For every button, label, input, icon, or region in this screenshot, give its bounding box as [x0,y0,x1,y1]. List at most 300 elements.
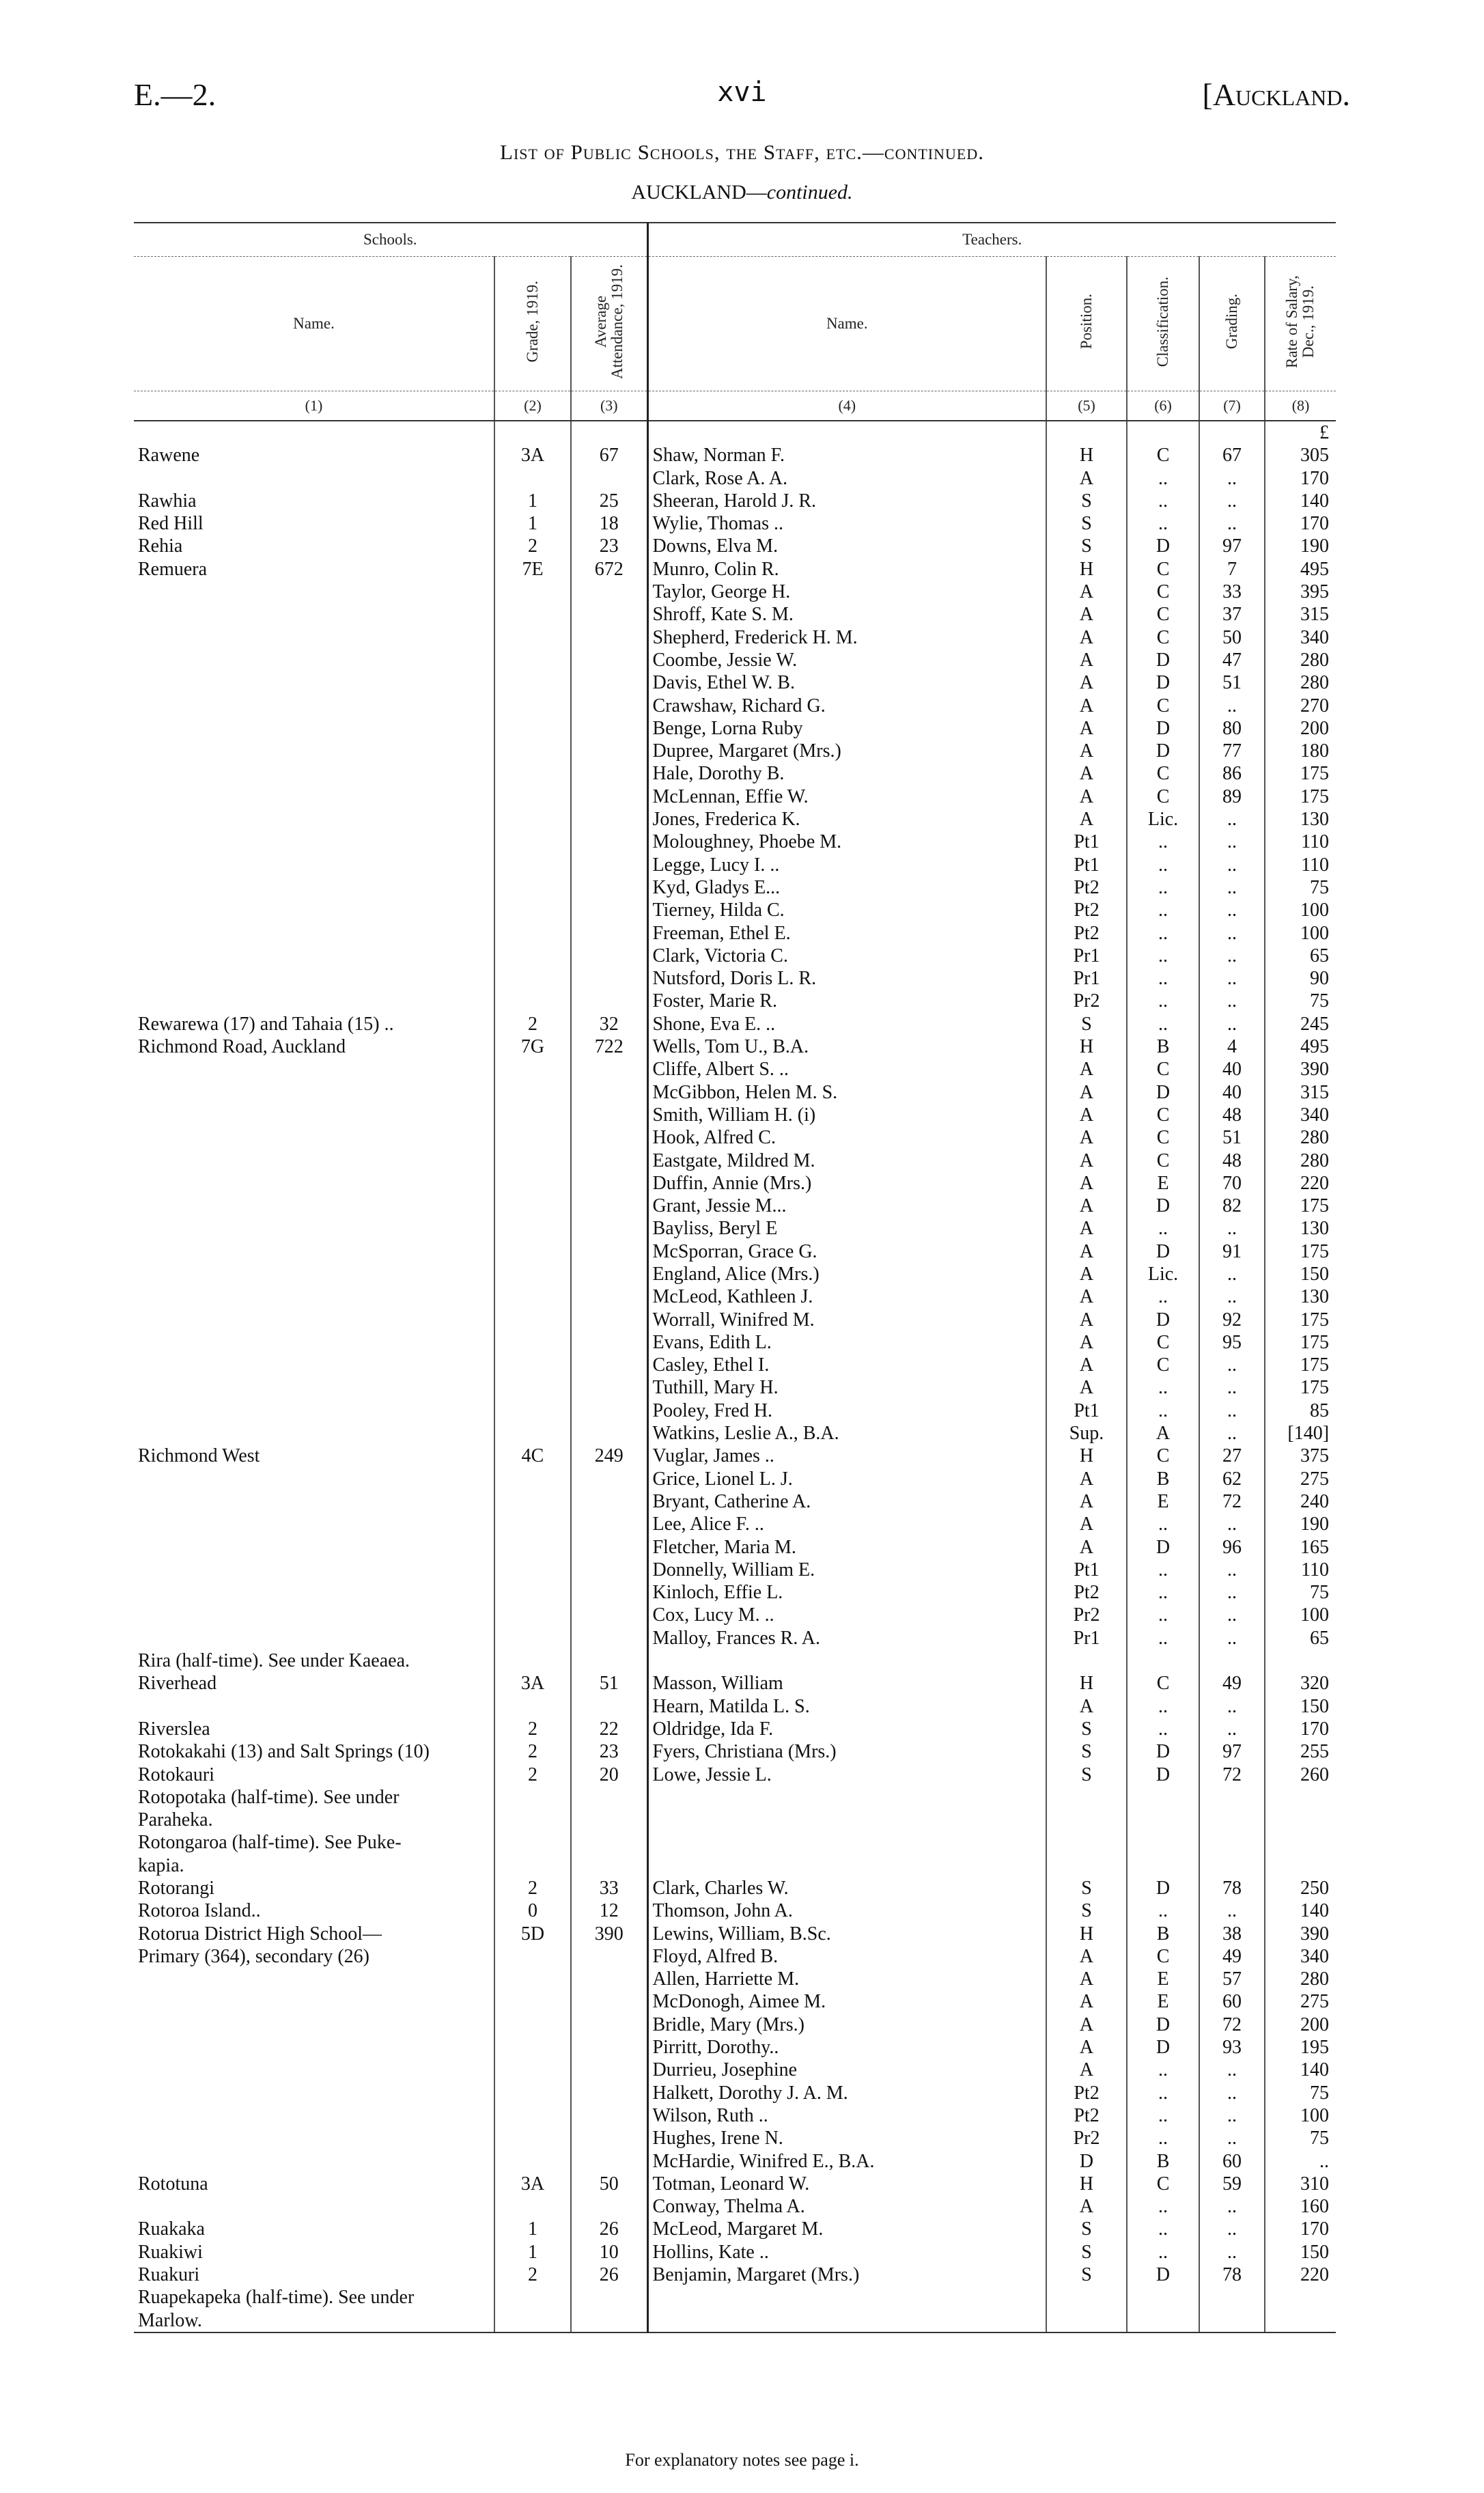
teacher-name-cell: Wylie, Thomas .. [647,512,1046,535]
salary-cell: 75 [1310,990,1330,1012]
classification-cell: D [1127,1740,1199,1763]
school-name-cell [134,899,494,921]
salary-cell: 175 [1300,1377,1330,1399]
table-row [134,945,1336,967]
salary-cell: 150 [1300,1263,1330,1285]
salary-cell: 75 [1310,876,1330,898]
grade-cell: 7E [494,558,571,581]
teacher-name-cell: Worrall, Winifred M. [647,1309,1046,1331]
grade-cell [494,1172,571,1195]
position-cell: D [1046,2150,1127,2173]
table-row [134,1877,1336,1899]
grade-cell [494,1309,571,1331]
table-row [134,1649,1336,1672]
grade-cell [494,2150,571,2173]
table-row [134,1718,1336,1740]
school-name-cell [134,2195,494,2218]
teacher-name-cell: McHardie, Winifred E., B.A. [647,2150,1046,2173]
table-row [134,876,1336,899]
table-row [134,1604,1336,1626]
teacher-name-cell: McGibbon, Helen M. S. [647,1081,1046,1104]
school-name-cell [134,1604,494,1626]
school-name-cell [134,1240,494,1263]
classification-cell: C [1127,762,1199,785]
table-row [134,1104,1336,1126]
attendance-cell [571,2286,647,2309]
footer-note: For explanatory notes see page i. [625,2450,859,2470]
grading-cell: 89 [1199,785,1265,808]
grade-cell [494,2195,571,2218]
salary-cell: 310 [1300,2173,1330,2195]
salary-cell: 175 [1300,1331,1330,1353]
table-row [134,1422,1336,1445]
salary-cell: 255 [1300,1741,1330,1763]
grade-cell: 4C [494,1445,571,1467]
table-row [134,2173,1336,2195]
col-grade [494,257,571,391]
classification-cell: C [1127,603,1199,626]
grade-cell [494,831,571,853]
classification-cell: E [1127,1990,1199,2013]
attendance-cell [571,1604,647,1626]
salary-cell: 220 [1300,1172,1330,1194]
grading-cell: 78 [1199,1877,1265,1899]
attendance-cell [571,1217,647,1240]
table-row [134,2195,1336,2218]
salary-cell: 110 [1301,854,1330,876]
salary-cell: 275 [1300,1468,1330,1490]
attendance-cell [571,1285,647,1308]
table-row [134,1172,1336,1195]
salary-cell: 340 [1300,1945,1330,1967]
grading-cell: 62 [1199,1468,1265,1490]
school-name-cell: Rotongaroa (half-time). See Puke- [134,1831,494,1854]
grading-cell [1199,1786,1265,1809]
table-row [134,1786,1336,1809]
position-cell: S [1046,1764,1127,1786]
attendance-cell [571,467,647,490]
classification-cell [1127,1649,1199,1672]
position-cell: A [1046,1513,1127,1535]
attendance-cell: 672 [571,558,647,581]
classification-cell: .. [1127,854,1199,876]
attendance-cell [571,990,647,1012]
grade-cell [494,1376,571,1399]
teacher-name-cell: Halkett, Dorothy J. A. M. [647,2082,1046,2104]
grade-cell [494,1945,571,1968]
position-cell [1046,2309,1127,2332]
position-cell: Sup. [1046,1422,1127,1445]
table-row [134,1968,1336,1990]
grade-cell [494,2014,571,2036]
table-row [134,695,1336,717]
position-cell: Pr1 [1046,1627,1127,1649]
grade-cell: 2 [494,1877,571,1899]
salary-cell: 160 [1300,2196,1330,2218]
table-row [134,831,1336,853]
position-cell [1046,1649,1127,1672]
subtitle-main: AUCKLAND— [631,181,767,204]
position-cell: Pr1 [1046,967,1127,990]
col-number: (3) [571,391,647,421]
position-cell: S [1046,512,1127,535]
attendance-cell [571,695,647,717]
table-row [134,1990,1336,2013]
school-name-cell [134,1126,494,1149]
teacher-name-cell: Foster, Marie R. [647,990,1046,1012]
table-row [134,1831,1336,1854]
position-cell: H [1046,1923,1127,1945]
grade-cell [494,808,571,831]
table-row [134,922,1336,945]
teacher-name-cell: Davis, Ethel W. B. [647,671,1046,694]
grading-cell: .. [1199,1718,1265,1740]
classification-cell: C [1127,444,1199,466]
grading-cell: .. [1199,2059,1265,2081]
school-name-cell: Rawene [134,444,494,466]
grade-cell [494,1649,571,1672]
position-cell: A [1046,2014,1127,2036]
classification-cell: .. [1127,945,1199,967]
grade-cell [494,717,571,740]
position-cell: Pt2 [1046,1581,1127,1604]
teacher-name-cell: Tierney, Hilda C. [647,899,1046,921]
attendance-cell [571,2059,647,2081]
attendance-cell [571,1786,647,1809]
school-name-cell [134,2127,494,2149]
attendance-cell [571,1081,647,1104]
table-row [134,2104,1336,2127]
table-row [134,1854,1336,1877]
currency-symbol: £ [1319,422,1330,443]
teacher-name-cell: Oldridge, Ida F. [647,1718,1046,1740]
salary-cell: 495 [1300,1036,1330,1058]
table-row [134,967,1336,990]
attendance-cell [571,808,647,831]
position-cell: Pr1 [1046,945,1127,967]
position-cell: A [1046,1263,1127,1285]
classification-cell: D [1127,2264,1199,2286]
grading-cell: .. [1199,1899,1265,1922]
table-row [134,535,1336,557]
grading-cell: .. [1199,1263,1265,1285]
grade-cell [494,1604,571,1626]
attendance-cell [571,967,647,990]
attendance-cell [571,1309,647,1331]
grade-cell [494,1627,571,1649]
grading-cell: 72 [1199,1490,1265,1513]
col-teacher-name: Name. [647,257,1046,391]
school-name-cell [134,1468,494,1490]
salary-cell: 280 [1300,672,1330,694]
salary-cell: 165 [1300,1536,1330,1558]
table-row [134,1764,1336,1786]
school-name-cell [134,2104,494,2127]
teacher-name-cell [647,1786,1046,1809]
salary-cell: 170 [1300,2218,1330,2240]
page-subtitle [0,181,1484,204]
grading-cell: .. [1199,1399,1265,1422]
attendance-cell [571,876,647,899]
table-row [134,2241,1336,2264]
salary-cell: 495 [1300,558,1330,580]
teacher-name-cell: McDonogh, Aimee M. [647,1990,1046,2013]
grade-cell [494,603,571,626]
attendance-cell [571,1263,647,1285]
grading-cell: .. [1199,2218,1265,2240]
teacher-name-cell: Fyers, Christiana (Mrs.) [647,1740,1046,1763]
grade-cell [494,1126,571,1149]
grading-cell [1199,1649,1265,1672]
school-name-cell [134,990,494,1012]
position-cell: A [1046,1968,1127,1990]
position-cell: S [1046,490,1127,512]
attendance-cell: 23 [571,535,647,557]
salary-cell: 85 [1310,1399,1330,1421]
position-cell: A [1046,1195,1127,1217]
teacher-name-cell: Shepherd, Frederick H. M. [647,626,1046,649]
teacher-name-cell: Casley, Ethel I. [647,1354,1046,1376]
salary-cell: 240 [1300,1490,1330,1512]
classification-cell: D [1127,535,1199,557]
position-cell: A [1046,1285,1127,1308]
teacher-name-cell: Bryant, Catherine A. [647,1490,1046,1513]
teacher-name-cell: Thomson, John A. [647,1899,1046,1922]
table-row [134,467,1336,490]
teacher-name-cell: Bayliss, Beryl E [647,1217,1046,1240]
grading-cell: 49 [1199,1945,1265,1968]
school-name-cell [134,717,494,740]
col-attendance [571,257,647,391]
teacher-name-cell [647,1649,1046,1672]
teacher-name-cell: Legge, Lucy I. .. [647,854,1046,876]
grading-cell: .. [1199,808,1265,831]
table-row [134,1490,1336,1513]
salary-cell: 315 [1300,604,1330,626]
table-row [134,1445,1336,1467]
classification-cell: C [1127,1058,1199,1081]
teacher-name-cell: Cliffe, Albert S. .. [647,1058,1046,1081]
grade-cell [494,695,571,717]
table-row [134,2286,1336,2309]
teacher-name-cell: Shone, Eva E. .. [647,1013,1046,1035]
school-name-cell [134,2059,494,2081]
table-row [134,1081,1336,1104]
teacher-name-cell: Moloughney, Phoebe M. [647,831,1046,853]
col-position-label: Position. [1077,294,1095,350]
grade-cell [494,2309,571,2332]
teacher-name-cell: Wilson, Ruth .. [647,2104,1046,2127]
table-row [134,603,1336,626]
classification-cell: D [1127,649,1199,671]
salary-cell: 140 [1300,490,1330,512]
teacher-name-cell: Lee, Alice F. .. [647,1513,1046,1535]
teacher-name-cell: Malloy, Frances R. A. [647,1627,1046,1649]
teacher-name-cell: Donnelly, William E. [647,1559,1046,1581]
salary-cell: 175 [1300,1195,1330,1217]
classification-cell [1127,1831,1199,1854]
teacher-name-cell: Clark, Rose A. A. [647,467,1046,490]
classification-cell: .. [1127,1217,1199,1240]
salary-cell [1265,1854,1336,1877]
table-row [134,1263,1336,1285]
position-cell: S [1046,1877,1127,1899]
teacher-name-cell: Jones, Frederica K. [647,808,1046,831]
table-row [134,1627,1336,1649]
position-cell: H [1046,1672,1127,1695]
classification-cell: D [1127,740,1199,762]
position-cell: S [1046,1899,1127,1922]
salary-cell: 170 [1300,1718,1330,1740]
grade-cell [494,899,571,921]
grading-cell: 77 [1199,740,1265,762]
salary-cell: 100 [1300,2104,1330,2126]
classification-cell: .. [1127,512,1199,535]
attendance-cell [571,1513,647,1535]
position-cell: A [1046,1945,1127,1968]
table-row [134,2014,1336,2036]
salary-cell: 315 [1300,1081,1330,1103]
teacher-name-cell: Grant, Jessie M... [647,1195,1046,1217]
col-number: (8) [1265,391,1336,421]
salary-cell: 395 [1300,581,1330,603]
salary-cell: 275 [1300,1991,1330,2013]
salary-cell: 140 [1300,2059,1330,2081]
attendance-cell [571,2082,647,2104]
table-row [134,1513,1336,1535]
attendance-cell [571,1968,647,1990]
school-name-cell: Paraheka. [134,1809,494,1831]
school-name-cell [134,467,494,490]
position-cell: A [1046,671,1127,694]
salary-cell: 75 [1310,2082,1330,2104]
salary-cell: .. [1319,2150,1330,2172]
salary-cell [1265,1649,1336,1672]
salary-cell: 390 [1300,1923,1330,1945]
classification-cell: B [1127,1035,1199,1058]
school-name-cell: kapia. [134,1854,494,1877]
col-number: (1) [134,391,494,421]
teacher-name-cell: Sheeran, Harold J. R. [647,490,1046,512]
table-row [134,581,1336,603]
attendance-cell: 23 [571,1740,647,1763]
teacher-name-cell: Clark, Charles W. [647,1877,1046,1899]
table-row [134,649,1336,671]
teacher-name-cell: McSporran, Grace G. [647,1240,1046,1263]
position-cell: A [1046,1150,1127,1172]
attendance-cell [571,1104,647,1126]
grade-cell [494,1559,571,1581]
grade-cell [494,2059,571,2081]
attendance-cell [571,1581,647,1604]
teacher-name-cell: Evans, Edith L. [647,1331,1046,1354]
table-row [134,1945,1336,1968]
salary-cell: 170 [1300,467,1330,489]
teacher-name-cell: Munro, Colin R. [647,558,1046,581]
classification-cell: .. [1127,467,1199,490]
position-cell: A [1046,1240,1127,1263]
grade-cell: 1 [494,490,571,512]
teacher-name-cell: Benjamin, Margaret (Mrs.) [647,2264,1046,2286]
schools-group-header: Schools. [134,223,647,257]
salary-cell: 75 [1310,2128,1330,2149]
attendance-cell [571,581,647,603]
grade-cell [494,945,571,967]
grade-cell [494,1513,571,1535]
page-ref: E.—2. [134,77,216,112]
grade-cell: 1 [494,512,571,535]
attendance-cell: 51 [571,1672,647,1695]
attendance-cell [571,1559,647,1581]
col-classification-label: Classification. [1153,276,1171,367]
grading-cell: 50 [1199,626,1265,649]
grading-cell: 95 [1199,1331,1265,1354]
col-classification [1127,257,1199,391]
salary-cell: 150 [1300,2241,1330,2263]
table-row [134,785,1336,808]
table-row [134,1695,1336,1718]
grading-cell: 91 [1199,1240,1265,1263]
school-name-cell: Marlow. [134,2309,494,2332]
teacher-name-cell: Fletcher, Maria M. [647,1536,1046,1559]
school-name-cell [134,1058,494,1081]
grading-cell [1199,1809,1265,1831]
attendance-cell [571,2036,647,2059]
salary-cell: 110 [1301,1559,1330,1580]
grading-cell: 86 [1199,762,1265,785]
classification-cell: .. [1127,922,1199,945]
table-row [134,1923,1336,1945]
classification-cell: .. [1127,490,1199,512]
school-name-cell [134,581,494,603]
attendance-cell: 722 [571,1035,647,1058]
classification-cell: .. [1127,1559,1199,1581]
attendance-cell [571,1058,647,1081]
table-row [134,2264,1336,2286]
grading-cell: .. [1199,1559,1265,1581]
school-name-cell [134,945,494,967]
classification-cell: D [1127,1309,1199,1331]
position-cell: A [1046,1126,1127,1149]
table-row [134,1899,1336,1922]
position-cell: A [1046,1695,1127,1718]
classification-cell: A [1127,1422,1199,1445]
region-label: [Auckland. [1202,77,1350,112]
position-cell: A [1046,785,1127,808]
grade-cell: 2 [494,1764,571,1786]
teacher-name-cell: Duffin, Annie (Mrs.) [647,1172,1046,1195]
salary-cell: 175 [1300,1309,1330,1331]
table-row [134,1559,1336,1581]
position-cell: A [1046,717,1127,740]
attendance-cell [571,1990,647,2013]
grading-cell: .. [1199,1604,1265,1626]
attendance-cell [571,1172,647,1195]
salary-cell: 340 [1300,626,1330,648]
position-cell: H [1046,1035,1127,1058]
salary-cell: 280 [1300,1150,1330,1171]
school-name-cell [134,740,494,762]
salary-cell: 170 [1300,513,1330,535]
school-name-cell [134,1195,494,1217]
grading-cell: .. [1199,1627,1265,1649]
salary-cell: 280 [1300,1968,1330,1990]
table-row [134,1035,1336,1058]
position-cell: A [1046,695,1127,717]
classification-cell: B [1127,1923,1199,1945]
position-cell: A [1046,808,1127,831]
classification-cell: C [1127,2173,1199,2195]
